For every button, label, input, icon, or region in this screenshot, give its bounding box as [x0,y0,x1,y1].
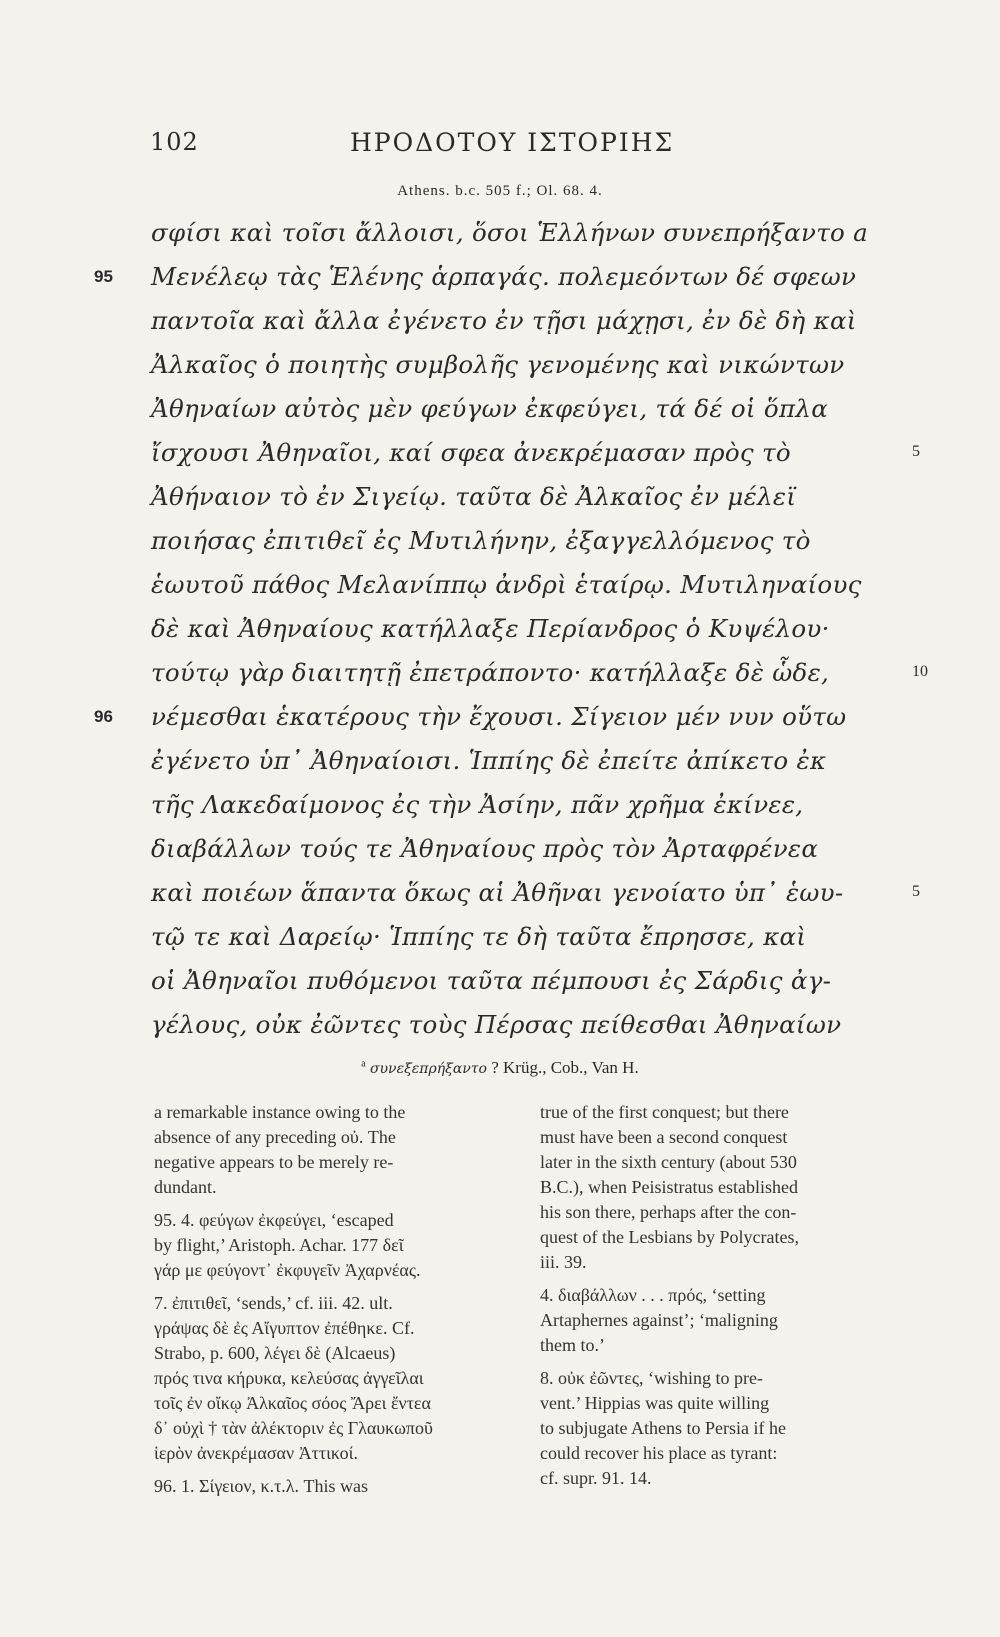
text-line: Ἀθήναιον τὸ ἐν Σιγείῳ. ταῦτα δὲ Ἀλκαῖος ἐν μέλεϊ [151,482,797,511]
footnote-variant: συνεξεπρήξαντο [369,1061,487,1077]
text-line: σφίσι καὶ τοῖσι ἄλλοισι, ὅσοι Ἑλλήνων συνεπρήξαντο a [151,218,869,247]
commentary-line: them to.’ [540,1335,605,1355]
commentary-line: τοῖς ἐν οἴκῳ Ἀλκαῖος σόος Ἄρει ἔντεα [154,1393,431,1413]
critical-footnote [0,1058,1000,1078]
commentary-line: γάρ με φεύγοντ᾽ ἐκφυγεῖν Ἀχαρνέας. [154,1260,421,1280]
text-line: ἴσχουσι Ἀθηναῖοι, καί σφεα ἀνεκρέμασαν πρὸς τὸ [151,438,791,467]
text-line: γέλους, οὐκ ἐῶντες τοὺς Πέρσας πείθεσθαι Ἀθηναίων [151,1010,842,1039]
text-line: νέμεσθαι ἑκατέρους τὴν ἔχουσι. Σίγειον μέν νυν οὕτω [151,702,847,731]
page-number: 102 [150,128,199,156]
commentary-line: vent.’ Hippias was quite willing [540,1393,770,1413]
text-line: δὲ καὶ Ἀθηναίους κατήλλαξε Περίανδρος ὁ Κυψέλου· [151,614,830,643]
commentary-line: could recover his place as tyrant: [540,1443,778,1463]
running-head [150,128,910,168]
commentary-line: 96. 1. Σίγειον, κ.τ.λ. This was [154,1476,369,1496]
text-line: τῆς Λακεδαίμονος ἐς τὴν Ἀσίην, πᾶν χρῆμα ἐκίνεε, [151,790,804,819]
commentary-line: negative appears to be merely re- [154,1152,394,1172]
running-title: ΗΡΟΔΟΤΟΥ ΙΣΤΟΡΙΗΣ [350,128,675,157]
chapter-number-96: 96 [94,707,113,726]
text-line: καὶ ποιέων ἅπαντα ὅκως αἱ Ἀθῆναι γενοίατο ὑπ᾽ ἑωυ- [151,878,844,907]
text-line: ποιήσας ἐπιτιθεῖ ἐς Μυτιλήνην, ἐξαγγελλόμενος τὸ [151,526,811,555]
text-line: παντοῖα καὶ ἄλλα ἐγένετο ἐν τῇσι μάχῃσι, ἐν δὲ δὴ καὶ [151,306,857,335]
commentary-line: cf. supr. 91. 14. [540,1468,652,1488]
commentary-line: δ᾽ οὐχὶ † τὰν ἀλέκτοριν ἐς Γλαυκωποῦ [154,1418,433,1438]
commentary-line: dundant. [154,1177,217,1197]
commentary-line: by flight,’ Aristoph. Achar. 177 δεῖ [154,1235,404,1255]
commentary-line: a remarkable instance owing to the [154,1102,406,1122]
text-line: ἑωυτοῦ πάθος Μελανίππῳ ἀνδρὶ ἑταίρῳ. Μυτιληναίους [151,570,862,599]
text-line: τῷ τε καὶ Δαρείῳ· Ἱππίης τε δὴ ταῦτα ἔπρησσε, καὶ [151,922,807,951]
commentary-line: Strabo, p. 600, λέγει δὲ (Alcaeus) [154,1343,396,1363]
commentary-line: iii. 39. [540,1252,587,1272]
dateline: Athens. b.c. 505 f.; Ol. 68. 4. [397,183,603,199]
commentary-left-column [154,1100,499,1499]
commentary-line: must have been a second conquest [540,1127,788,1147]
commentary-line: πρός τινα κήρυκα, κελεύσας ἀγγεῖλαι [154,1368,424,1388]
footnote-mark: a [361,1058,366,1070]
commentary-line: his son there, perhaps after the con- [540,1202,797,1222]
line-number-5: 5 [912,883,920,900]
text-line: Ἀλκαῖος ὁ ποιητὴς συμβολῆς γενομένης καὶ νικώντων [151,350,845,379]
commentary-line: Artaphernes against’; ‘maligning [540,1310,778,1330]
line-number-5: 5 [912,443,920,460]
line-number-10: 10 [912,663,928,680]
commentary-line: absence of any preceding οὐ. The [154,1127,396,1147]
commentary-line: ἱερὸν ἀνεκρέμασαν Ἀττικοί. [154,1443,358,1463]
footnote-editors: ? Krüg., Cob., Van H. [491,1058,639,1077]
commentary-line: quest of the Lesbians by Polycrates, [540,1227,799,1247]
text-line: οἱ Ἀθηναῖοι πυθόμενοι ταῦτα πέμπουσι ἐς Σάρδις ἀγ- [151,966,832,995]
commentary-line: later in the sixth century (about 530 [540,1152,797,1172]
chapter-number-95: 95 [94,267,113,286]
commentary-line: 95. 4. φεύγων ἐκφεύγει, ‘escaped [154,1210,394,1230]
commentary-line: true of the first conquest; but there [540,1102,789,1122]
commentary-line: γράψας δὲ ἐς Αἴγυπτον ἐπέθηκε. Cf. [154,1318,415,1338]
text-line: τούτῳ γὰρ διαιτητῇ ἐπετράποντο· κατήλλαξε δὲ ὧδε, [151,658,830,687]
text-line: ἐγένετο ὑπ᾽ Ἀθηναίοισι. Ἱππίης δὲ ἐπείτε ἀπίκετο ἐκ [151,746,827,775]
commentary-right-column [540,1100,885,1491]
commentary-line: B.C.), when Peisistratus established [540,1177,798,1197]
text-line: διαβάλλων τούς τε Ἀθηναίους πρὸς τὸν Ἀρταφρένεα [151,834,819,863]
commentary-line: 8. οὐκ ἐῶντες, ‘wishing to pre- [540,1368,763,1388]
commentary-line: to subjugate Athens to Persia if he [540,1418,786,1438]
text-line: Μενέλεῳ τὰς Ἑλένης ἁρπαγάς. πολεμεόντων δέ σφεων [151,262,857,291]
commentary-line: 4. διαβάλλων . . . πρός, ‘setting [540,1285,766,1305]
text-line: Ἀθηναίων αὐτὸς μὲν φεύγων ἐκφεύγει, τά δέ οἱ ὅπλα [151,394,829,423]
commentary-line: 7. ἐπιτιθεῖ, ‘sends,’ cf. iii. 42. ult. [154,1293,393,1313]
